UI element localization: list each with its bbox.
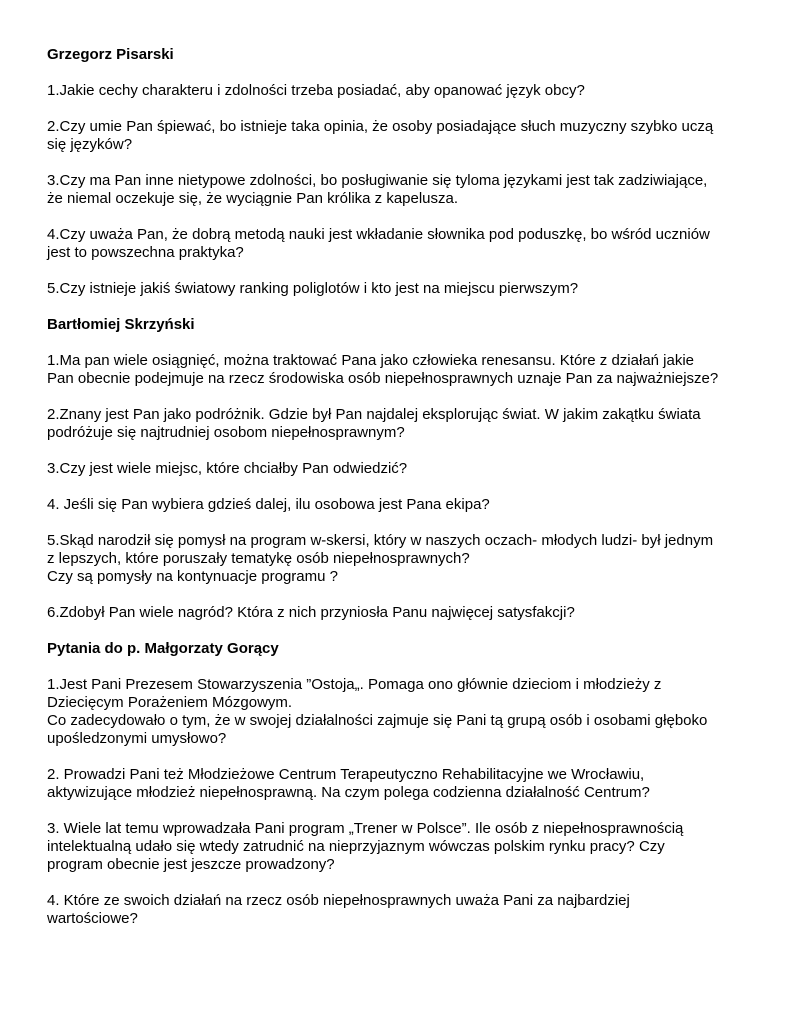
question-text-line: 3.Czy jest wiele miejsc, które chciałby Pan odwiedzić? — [47, 460, 408, 477]
section-heading: Grzegorz Pisarski — [47, 46, 174, 63]
question-paragraph — [47, 496, 767, 514]
question-paragraph — [47, 172, 767, 208]
question-text-line: że niemal oczekuje się, że wyciągnie Pan królika z kapelusza. — [47, 190, 459, 207]
question-paragraph — [47, 820, 767, 874]
question-paragraph — [47, 766, 767, 802]
question-text-line: 4.Czy uważa Pan, że dobrą metodą nauki jest wkładanie słownika pod poduszkę, bo wśród uczniów — [47, 226, 710, 243]
question-text-line: się języków? — [47, 136, 133, 153]
question-text-line: 4. Które ze swoich działań na rzecz osób niepełnosprawnych uważa Pani za najbardziej — [47, 892, 630, 909]
question-text-line: 3. Wiele lat temu wprowadzała Pani program „Trener w Polsce”. Ile osób z niepełnosprawnością — [47, 820, 684, 837]
question-text-line: 2. Prowadzi Pani też Młodzieżowe Centrum Terapeutyczno Rehabilitacyjne we Wrocławiu, — [47, 766, 645, 783]
question-text-line: 2.Czy umie Pan śpiewać, bo istnieje taka opinia, że osoby posiadające słuch muzyczny szybko uczą — [47, 118, 714, 135]
section-2 — [47, 316, 767, 622]
question-text-line: 1.Jest Pani Prezesem Stowarzyszenia ”Ostoja„. Pomaga ono głównie dzieciom i młodzieży z — [47, 676, 662, 693]
question-paragraph — [47, 226, 767, 262]
question-text-line: 5.Czy istnieje jakiś światowy ranking poliglotów i kto jest na miejscu pierwszym? — [47, 280, 579, 297]
question-text-line: Czy są pomysły na kontynuacje programu ? — [47, 568, 338, 585]
question-paragraph — [47, 118, 767, 154]
section-heading: Bartłomiej Skrzyński — [47, 316, 195, 333]
question-text-line: intelektualną udało się wtedy zatrudnić na nieprzyjaznym wówczas polskim rynku pracy? Czy — [47, 838, 665, 855]
question-text-line: 1.Jakie cechy charakteru i zdolności trzeba posiadać, aby opanować język obcy? — [47, 82, 585, 99]
document-content — [47, 46, 767, 946]
question-text-line: podróżuje się najtrudniej osobom niepełnosprawnym? — [47, 424, 405, 441]
question-text-line: 2.Znany jest Pan jako podróżnik. Gdzie był Pan najdalej eksplorując świat. W jakim zakątku świata — [47, 406, 701, 423]
question-text-line: Co zadecydowało o tym, że w swojej działalności zajmuje się Pani tą grupą osób i osobami głęboko — [47, 712, 708, 729]
section-1 — [47, 46, 767, 298]
section-heading: Pytania do p. Małgorzaty Gorący — [47, 640, 279, 657]
question-text-line: 6.Zdobył Pan wiele nagród? Która z nich przyniosła Panu najwięcej satysfakcji? — [47, 604, 575, 621]
section-3 — [47, 640, 767, 928]
question-paragraph — [47, 352, 767, 388]
question-text-line: program obecnie jest jeszcze prowadzony? — [47, 856, 335, 873]
question-text-line: jest to powszechna praktyka? — [47, 244, 244, 261]
question-text-line: z lepszych, które poruszały tematykę osób niepełnosprawnych? — [47, 550, 470, 567]
question-text-line: Pan obecnie podejmuje na rzecz środowiska osób niepełnosprawnych uznaje Pan za najważniejsze? — [47, 370, 719, 387]
question-paragraph — [47, 82, 767, 100]
question-text-line: 3.Czy ma Pan inne nietypowe zdolności, bo posługiwanie się tyloma językami jest tak zadziwiające, — [47, 172, 708, 189]
question-paragraph — [47, 406, 767, 442]
question-text-line: 5.Skąd narodził się pomysł na program w-skersi, który w naszych oczach- młodych ludzi- był jednym — [47, 532, 714, 549]
question-text-line: 1.Ma pan wiele osiągnięć, można traktować Pana jako człowieka renesansu. Które z działań jakie — [47, 352, 695, 369]
question-paragraph — [47, 892, 767, 928]
question-text-line: aktywizujące młodzież niepełnosprawną. Na czym polega codzienna działalność Centrum? — [47, 784, 650, 801]
question-paragraph — [47, 604, 767, 622]
question-paragraph — [47, 460, 767, 478]
question-text-line: 4. Jeśli się Pan wybiera gdzieś dalej, ilu osobowa jest Pana ekipa? — [47, 496, 490, 513]
question-paragraph — [47, 676, 767, 748]
question-paragraph — [47, 532, 767, 586]
question-text-line: upośledzonymi umysłowo? — [47, 730, 227, 747]
question-text-line: Dziecięcym Porażeniem Mózgowym. — [47, 694, 293, 711]
question-paragraph — [47, 280, 767, 298]
question-text-line: wartościowe? — [47, 910, 138, 927]
